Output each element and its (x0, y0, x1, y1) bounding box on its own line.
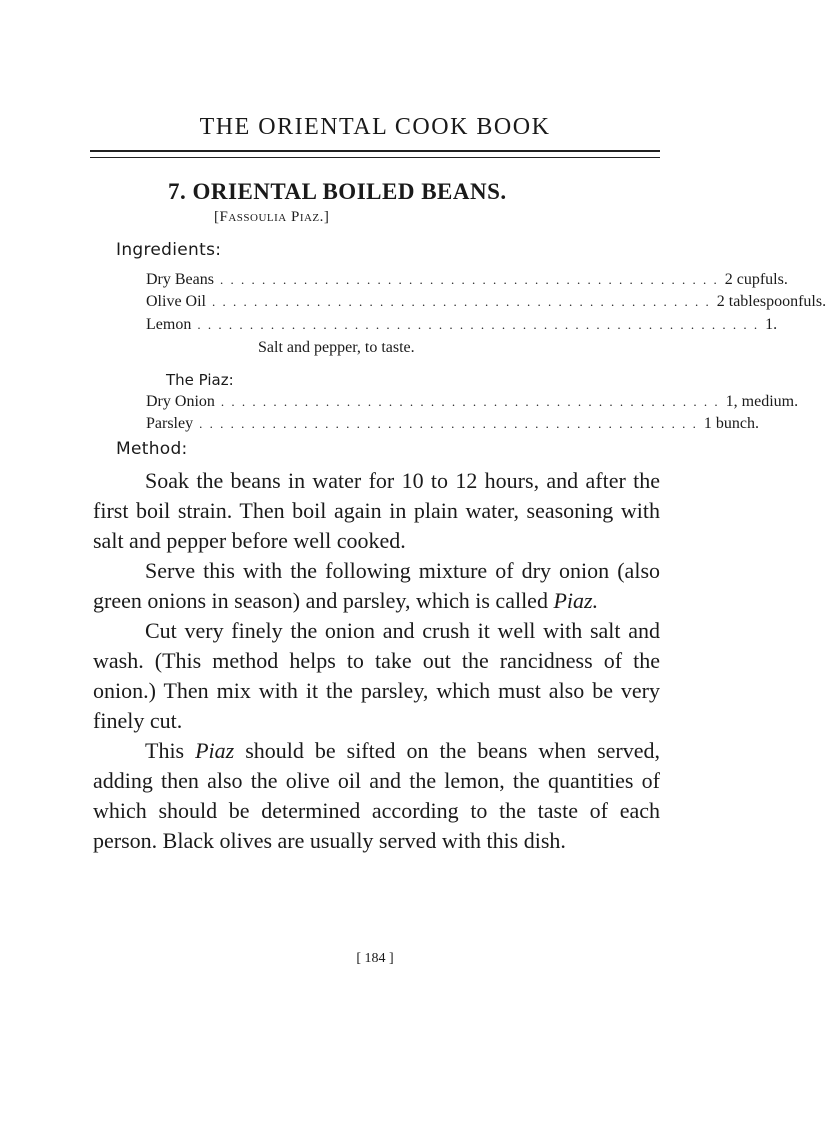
seasoning-note: Salt and pepper, to taste. (258, 339, 415, 356)
ingredients-label: Ingredients: (116, 240, 222, 260)
ingredient-name: Parsley (146, 415, 194, 432)
method-paragraph (93, 736, 660, 856)
page-number: [ 184 ] (356, 951, 394, 966)
ingredient-name: Olive Oil (146, 293, 206, 310)
piaz-label: The Piaz: (166, 371, 234, 389)
dot-leader: . . . . . . . . . . . . . . . . . . . . . . . . . . . . . . . . . . . . . . . . . . . . . . . . (219, 272, 719, 287)
dot-leader: . . . . . . . . . . . . . . . . . . . . . . . . . . . . . . . . . . . . . . . . . . . . . . . . (220, 394, 720, 409)
ingredient-row (146, 293, 826, 311)
ingredient-quantity: 1, medium. (725, 393, 799, 410)
running-head: THE ORIENTAL COOK BOOK (199, 114, 551, 140)
ingredient-quantity: 2 cupfuls. (724, 271, 788, 288)
ingredient-row (146, 271, 788, 289)
dot-leader: . . . . . . . . . . . . . . . . . . . . . . . . . . . . . . . . . . . . . . . . . . . . . . . . . . . . . . (197, 317, 760, 332)
ingredient-quantity: 1 bunch. (703, 415, 759, 432)
ingredient-name: Dry Beans (146, 271, 214, 288)
method-paragraph (93, 556, 660, 616)
dot-leader: . . . . . . . . . . . . . . . . . . . . . . . . . . . . . . . . . . . . . . . . . . . . . . . . (199, 416, 698, 431)
piaz-ingredient-row (146, 393, 799, 411)
ingredient-row (146, 316, 778, 334)
ingredient-name: Lemon (146, 316, 192, 333)
header-rule-thin (90, 157, 660, 158)
emphasis-piaz: Piaz (195, 738, 235, 763)
ingredient-quantity: 2 tablespoonfuls. (716, 293, 826, 310)
method-text (93, 466, 660, 856)
ingredient-quantity: 1. (765, 316, 778, 333)
method-text-run: Serve this with the following mixture of dry onion (also green onions in season) and parsley, which is called (93, 558, 660, 613)
recipe-title: 7. ORIENTAL BOILED BEANS. (168, 179, 507, 204)
emphasis-piaz: Piaz. (553, 588, 599, 613)
dot-leader: . . . . . . . . . . . . . . . . . . . . . . . . . . . . . . . . . . . . . . . . . . . . . . . . (212, 294, 711, 309)
method-text-run: should be sifted on the beans when served, adding then also the olive oil and the lemon, the quantities of which should be determined according to the taste of each person. Black olives are usually served with this dish. (93, 738, 660, 853)
piaz-ingredient-row (146, 415, 759, 433)
method-text-run: This (145, 738, 196, 763)
method-label: Method: (116, 439, 188, 459)
recipe-subtitle: [Fassoulia Piaz.] (214, 209, 330, 225)
method-paragraph: Soak the beans in water for 10 to 12 hours, and after the first boil strain. Then boil again in plain water, seasoning with salt and pepper before well cooked. (93, 468, 660, 553)
method-paragraph: Cut very finely the onion and crush it well with salt and wash. (This method helps to take out the rancidness of the onion.) Then mix with it the parsley, which must also be very finely cut. (93, 618, 660, 733)
ingredient-name: Dry Onion (146, 393, 215, 410)
header-rule-thick (90, 150, 660, 152)
